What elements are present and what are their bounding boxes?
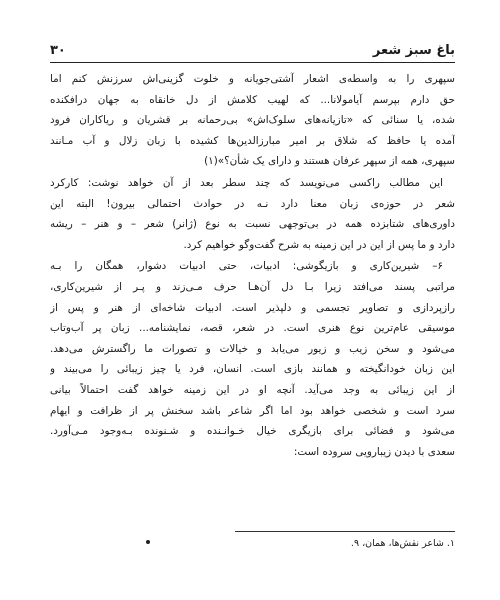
text-line: دارد و ما پس از این در این زمینه به شرح گفت‌وگو خواهیم کرد. (183, 238, 455, 251)
header-rule (50, 62, 455, 63)
text-line: این مطالب راکسی می‌نویسد که چند سطر بعد از آن خواهد نوشت: کارکرد (50, 176, 443, 189)
book-page (50, 40, 455, 549)
ink-dot (146, 540, 150, 544)
text-line: می‌شود و سخن زیب و زیور می‌یابد و خیالات و تصورات ما راگسترش می‌دهد. (50, 342, 455, 355)
text-line: سرد است و شخصی خواهد بود اما اگر شاعر باشد سخنش پر از ظرافت و ایهام (50, 404, 455, 417)
text-line: شده، یا سنائی که «تازیانه‌های سلوک‌اش» بی‌رحمانه بر قشریان و ریاکاران فرود (50, 114, 455, 127)
text-line: شعر در حوزه‌ی زبان معنا دارد نـه در حوادث احتمالی بیرون! البته این (50, 197, 455, 210)
text-line: از این زیبائی به وجد می‌آید. آنچه او در این زمینه خواهد گفت احتمالاً بیانی (50, 383, 455, 396)
text-line: رازپردازی و تصاویر تجسمی و دلپذیر است. ادبیات شاخه‌ای از هنر و پس از (50, 301, 455, 314)
text-line: مراتبی پسند می‌افتد زیرا بـا دل آن‌هـا حرف مـی‌زند و پـر از شیرین‌کاری، (50, 280, 455, 293)
text-line: سعدی با دیدن زیبارویی سروده است: (293, 445, 455, 458)
text-line: ۶– شیرین‌کاری و بازیگوشی: ادبیات، حتی ادبیات دشوار، همگان را بـه (50, 260, 443, 273)
text-line: سپهری را به واسطه‌ی اشعار آشتی‌جویانه و خلوت گزینی‌اش سرزنش کنم اما (50, 73, 455, 85)
body-text (50, 69, 455, 462)
text-line: داوری‌های شتابزده همه در بی‌توجهی نسبت به نوع (ژانر) شعر – و هنر – ریشه (50, 218, 455, 231)
text-line: سپهری، همه از سپهر عرفان هستند و دارای یک شأن؟»(۱) (204, 155, 455, 168)
page-number: ۳۰ (50, 43, 66, 58)
text-line: موسیقی عام‌ترین نوع هنری است. در شعر، قصه، نمایشنامه... زبان پر آب‌وتاب (50, 322, 455, 335)
footnote: ۱. شاعر نقش‌ها، همان، ۹. (350, 538, 455, 549)
text-line: حق دارم بپرسم آیامولانا... که لهیب کلامش از دل خانقاه به جهان درافکنده (50, 93, 455, 106)
running-title: باغ سبز شعر (372, 43, 455, 58)
footnote-rule (235, 531, 455, 532)
text-line: این زبان خودانگیخته و همانند بازی است. انسان، فرد یا چیز زیبائی را می‌بیند و (50, 363, 455, 376)
text-line: می‌شود و فضائی برای بازیگری خیال خـوانـنده و شـنونده بـه‌وجود مـی‌آورد. (50, 425, 455, 438)
page-header (50, 40, 455, 58)
text-line: آمده یا حافظ که شلاق بر امیر مبارزالدین‌ها کشیده با زبان زلال و آب مـانند (50, 134, 455, 147)
